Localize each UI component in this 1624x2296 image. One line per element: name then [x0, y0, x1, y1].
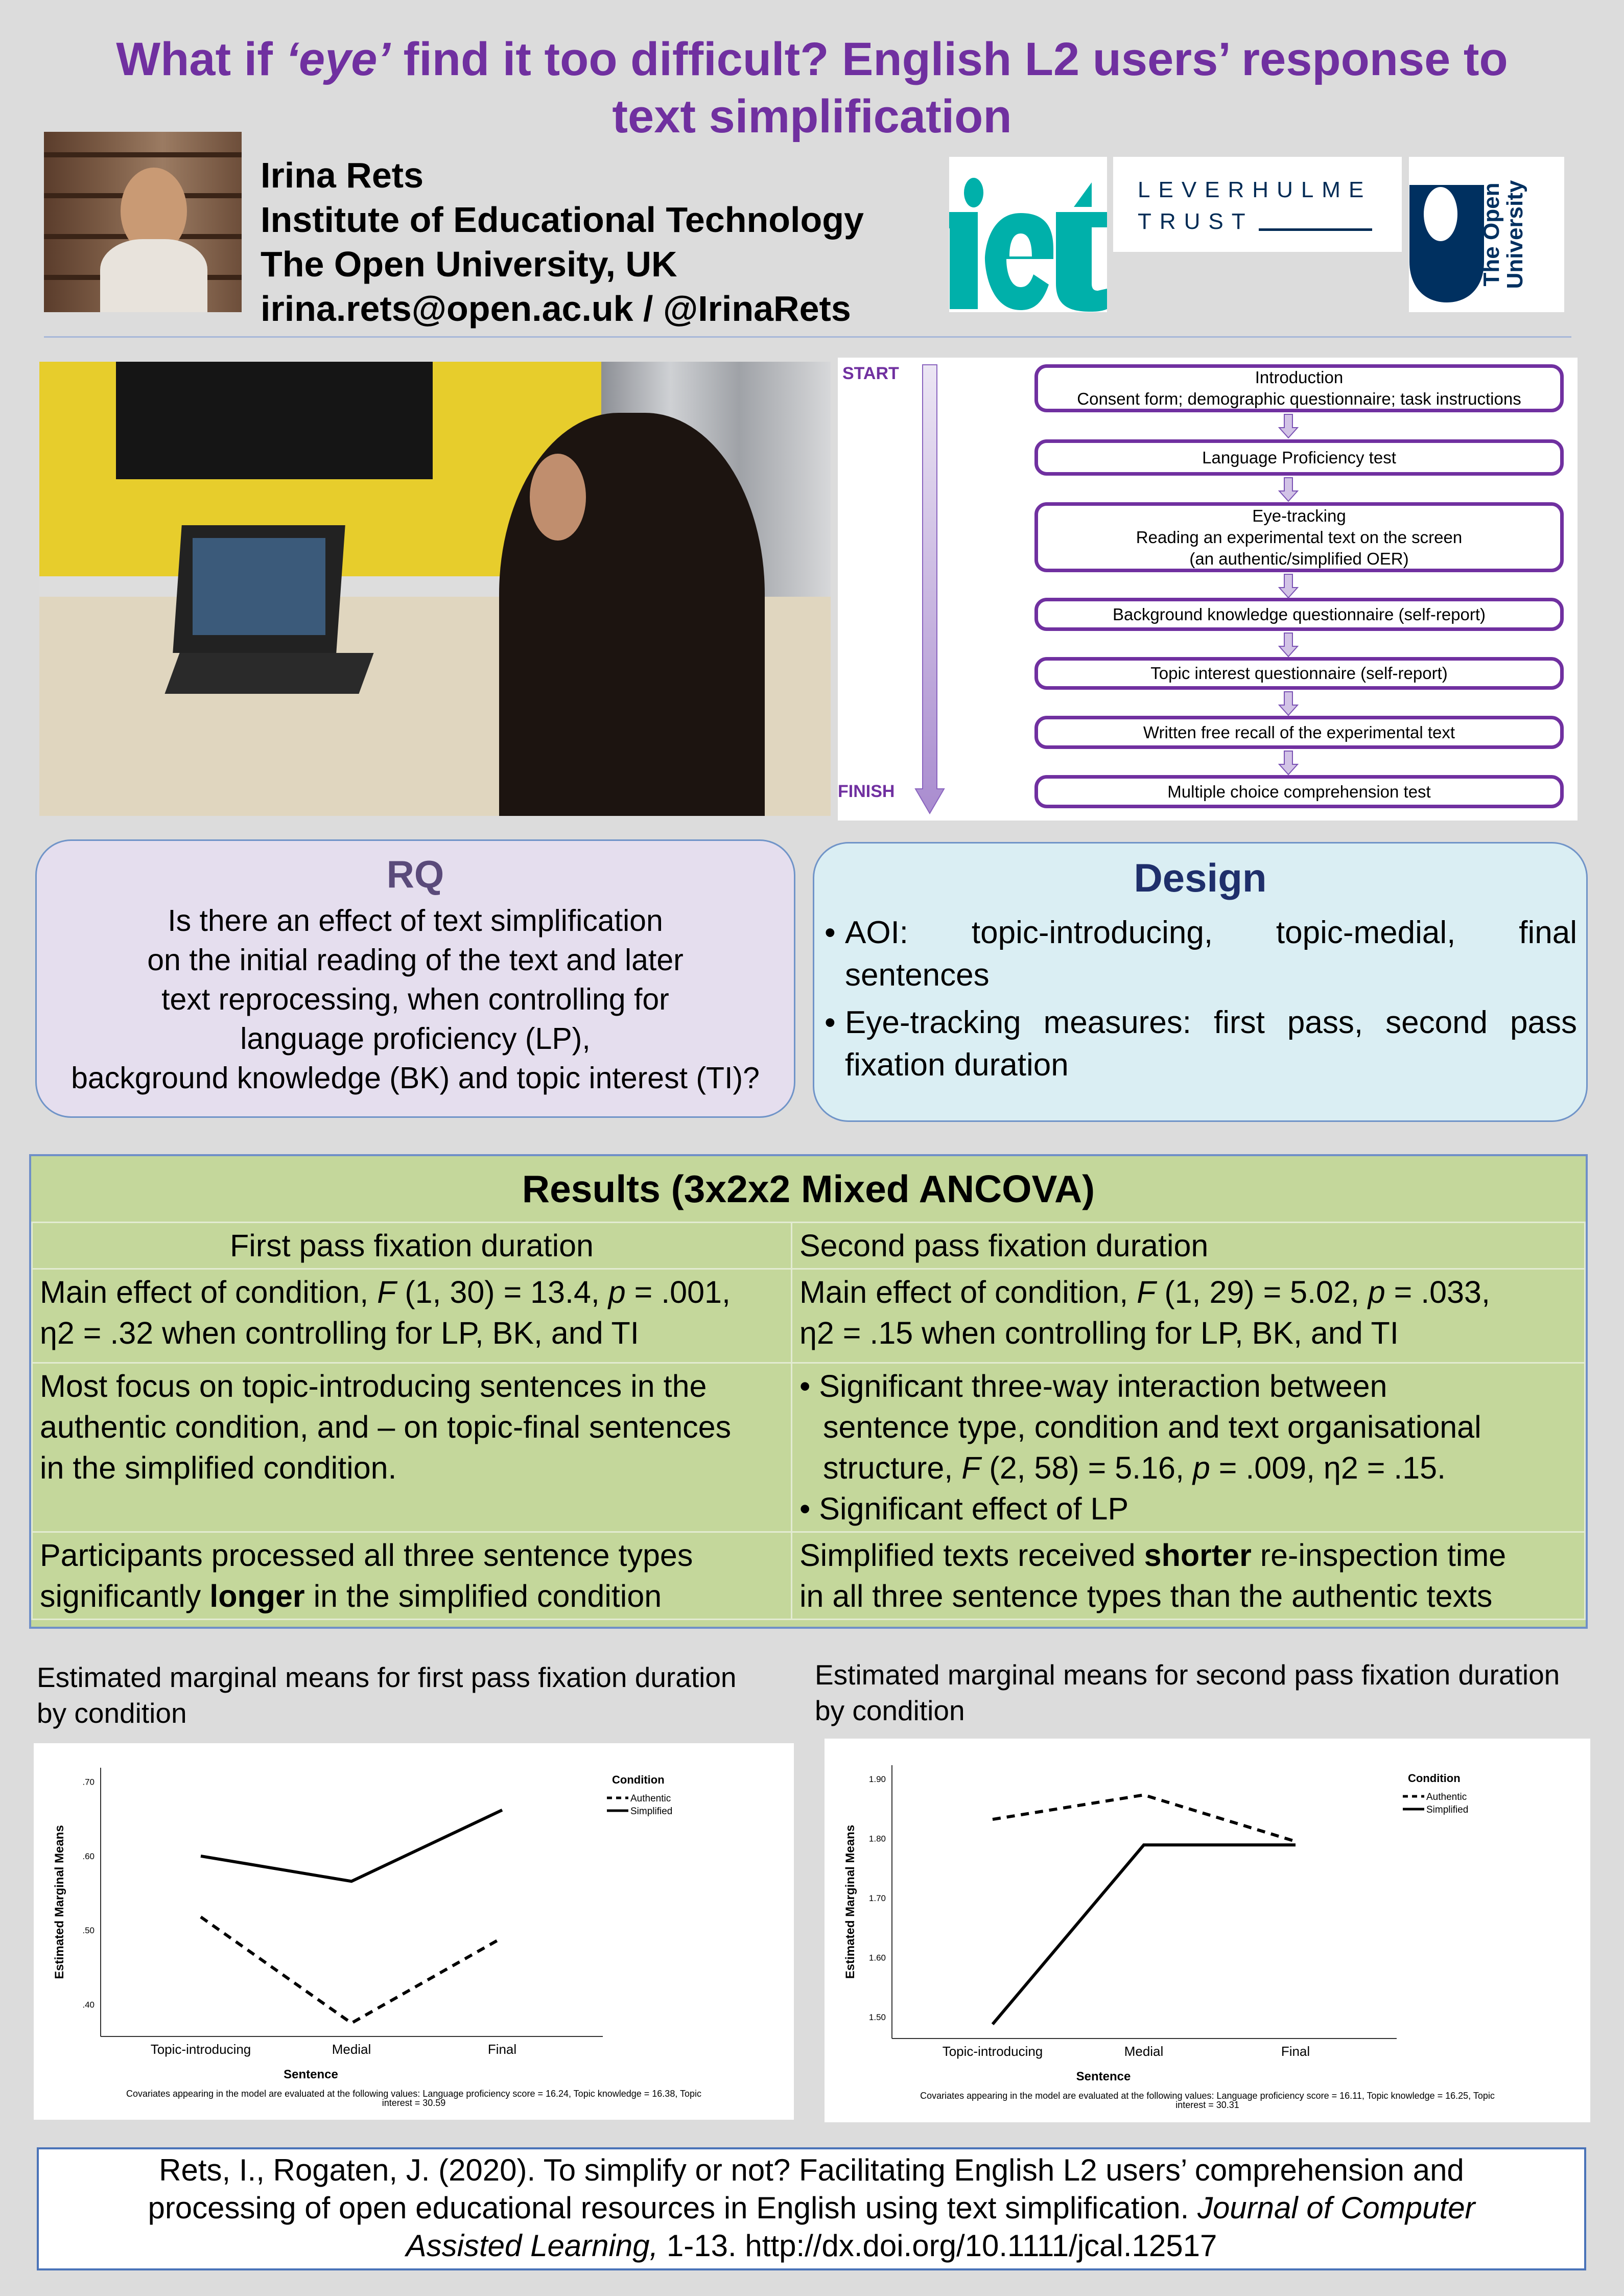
- series-line-simplified: [993, 1845, 1296, 2024]
- research-question-panel: [35, 839, 795, 1118]
- design-panel: [813, 842, 1588, 1122]
- legend-label: Simplified: [1426, 1805, 1469, 1815]
- y-tick-label: .70: [82, 1777, 95, 1787]
- legend-label: Authentic: [1426, 1792, 1467, 1802]
- start-label: START: [842, 364, 899, 383]
- x-axis-label: Sentence: [1076, 2070, 1131, 2083]
- reference-box: Rets, I., Rogaten, J. (2020). To simplify or not? Facilitating English L2 users’ comprehension and processing of open educational resources in English using text simplification. Journal of Computer Assisted Learning, 1-13. http://dx.doi.org/10.1111/jcal.12517: [37, 2147, 1586, 2270]
- x-tick-label: Topic-introducing: [150, 2042, 251, 2057]
- author-name: Irina Rets: [261, 155, 423, 195]
- series-line-authentic: [993, 1795, 1296, 1841]
- author-photo: [44, 132, 242, 312]
- y-axis-label: Estimated Marginal Means: [843, 1824, 857, 1979]
- down-arrow-icon: [1278, 691, 1299, 716]
- table-row: [32, 1269, 1585, 1363]
- open-university-logo: [1409, 157, 1564, 312]
- results-table: [31, 1222, 1586, 1620]
- header-divider: [44, 336, 1571, 338]
- poster-title: [0, 31, 1624, 145]
- table-cell: • Significant three-way interaction between sentence type, condition and text organisational structure, F (2, 58) = 5.16, p = .009, η2 = .15. • Significant effect of LP: [792, 1363, 1585, 1532]
- y-tick-label: 1.60: [868, 1953, 886, 1963]
- y-tick-label: 1.90: [868, 1774, 886, 1784]
- title-emphasis: ‘eye’: [286, 33, 391, 85]
- chart-second-pass: [825, 1739, 1590, 2122]
- legend-label: Simplified: [630, 1806, 673, 1817]
- procedure-flowchart: [838, 358, 1578, 821]
- design-heading: Design: [1134, 855, 1267, 900]
- leverhulme-text: LEVERHULME: [1138, 177, 1372, 202]
- chart2-caption: Estimated marginal means for second pass fixation duration by condition: [815, 1659, 1560, 1726]
- table-cell: Main effect of condition, F (1, 30) = 13.4, p = .001, η2 = .32 when controlling for LP, BK, and TI: [32, 1269, 792, 1363]
- eye-tracking-lab-photo: [39, 362, 831, 816]
- x-tick-label: Final: [1281, 2044, 1310, 2059]
- chart1-caption: Estimated marginal means for first pass fixation duration by condition: [37, 1661, 737, 1729]
- table-row: [32, 1363, 1585, 1532]
- legend-title: Condition: [1408, 1772, 1461, 1785]
- title-text: find it too difficult? English L2 users’ response to: [390, 33, 1508, 85]
- header-second-pass: Second pass fixation duration: [792, 1223, 1585, 1269]
- results-panel: [29, 1154, 1588, 1629]
- table-cell: Simplified texts received shorter re-inspection time in all three sentence types than the authentic texts: [792, 1532, 1585, 1620]
- x-axis-label: Sentence: [284, 2068, 338, 2081]
- down-arrow-icon: [1278, 632, 1299, 657]
- x-tick-label: Medial: [332, 2042, 371, 2057]
- y-tick-label: 1.70: [868, 1893, 886, 1903]
- table-cell: Most focus on topic-introducing sentences in the authentic condition, and – on topic-final sentences in the simplified condition.: [32, 1363, 792, 1532]
- down-arrow-icon: [1278, 751, 1299, 775]
- y-tick-label: .40: [82, 2000, 95, 2010]
- open-university-text: The Open University: [1479, 180, 1527, 289]
- title-text: What if: [116, 33, 286, 85]
- table-cell: Main effect of condition, F (1, 29) = 5.02, p = .033, η2 = .15 when controlling for LP, BK, and TI: [792, 1269, 1585, 1363]
- step-free-recall: Written free recall of the experimental text: [1034, 716, 1564, 749]
- trust-text: TRUST: [1138, 209, 1254, 234]
- author-contact: irina.rets@open.ac.uk / @IrinaRets: [261, 289, 851, 329]
- y-tick-label: 1.80: [868, 1834, 886, 1844]
- author-block: [261, 153, 864, 331]
- series-line-simplified: [201, 1810, 502, 1881]
- y-tick-label: .60: [82, 1851, 95, 1861]
- finish-label: FINISH: [838, 782, 895, 801]
- covariate-note: interest = 30.59: [382, 2098, 446, 2108]
- x-tick-label: Medial: [1124, 2044, 1164, 2059]
- title-line-2: text simplification: [612, 90, 1012, 143]
- down-arrow-icon: [1278, 574, 1299, 598]
- covariate-note: interest = 30.31: [1175, 2100, 1239, 2110]
- step-introduction: Introduction Consent form; demographic questionnaire; task instructions: [1034, 364, 1564, 412]
- step-topic-interest: Topic interest questionnaire (self-report): [1034, 657, 1564, 690]
- results-heading: Results (3x2x2 Mixed ANCOVA): [522, 1167, 1095, 1210]
- author-university: The Open University, UK: [261, 244, 677, 284]
- leverhulme-rule: [1259, 228, 1372, 231]
- iet-logo: [949, 157, 1107, 312]
- legend-title: Condition: [612, 1773, 665, 1786]
- down-arrow-icon: [1278, 477, 1299, 502]
- x-tick-label: Final: [487, 2042, 517, 2057]
- legend-label: Authentic: [630, 1793, 671, 1804]
- table-cell: Participants processed all three sentence types significantly longer in the simplified condition: [32, 1532, 792, 1620]
- timeline-arrow-icon: [914, 364, 945, 816]
- design-bullet-aoi: • AOI: topic-introducing, topic-medial, final sentences: [845, 911, 1577, 996]
- y-tick-label: 1.50: [868, 2012, 886, 2023]
- design-bullet-measures: • Eye-tracking measures: first pass, second pass fixation duration: [845, 1001, 1577, 1086]
- covariate-note: Covariates appearing in the model are evaluated at the following values: Language proficiency score = 16.11, Topic knowledge = 16.25, Topic: [920, 2091, 1495, 2101]
- header-first-pass: First pass fixation duration: [32, 1223, 792, 1269]
- y-axis-label: Estimated Marginal Means: [53, 1825, 66, 1979]
- rq-heading: RQ: [386, 853, 444, 896]
- step-background-knowledge: Background knowledge questionnaire (self-report): [1034, 598, 1564, 631]
- step-eye-tracking: Eye-tracking Reading an experimental text on the screen (an authentic/simplified OER): [1034, 502, 1564, 572]
- leverhulme-logo: [1113, 157, 1402, 252]
- author-institute: Institute of Educational Technology: [261, 200, 864, 240]
- table-row: [32, 1532, 1585, 1620]
- covariate-note: Covariates appearing in the model are evaluated at the following values: Language proficiency score = 16.24, Topic knowledge = 16.38, Topic: [126, 2089, 702, 2099]
- chart-first-pass: [34, 1743, 794, 2120]
- series-line-authentic: [201, 1917, 502, 2023]
- step-comprehension-test: Multiple choice comprehension test: [1034, 775, 1564, 808]
- y-tick-label: .50: [82, 1926, 95, 1936]
- x-tick-label: Topic-introducing: [942, 2044, 1043, 2059]
- step-language-proficiency: Language Proficiency test: [1034, 439, 1564, 476]
- rq-text: Is there an effect of text simplification on the initial reading of the text and later text reprocessing, when controlling for language proficiency (LP), background knowledge (BK) and topic interest (TI)?: [71, 904, 760, 1095]
- down-arrow-icon: [1278, 414, 1299, 438]
